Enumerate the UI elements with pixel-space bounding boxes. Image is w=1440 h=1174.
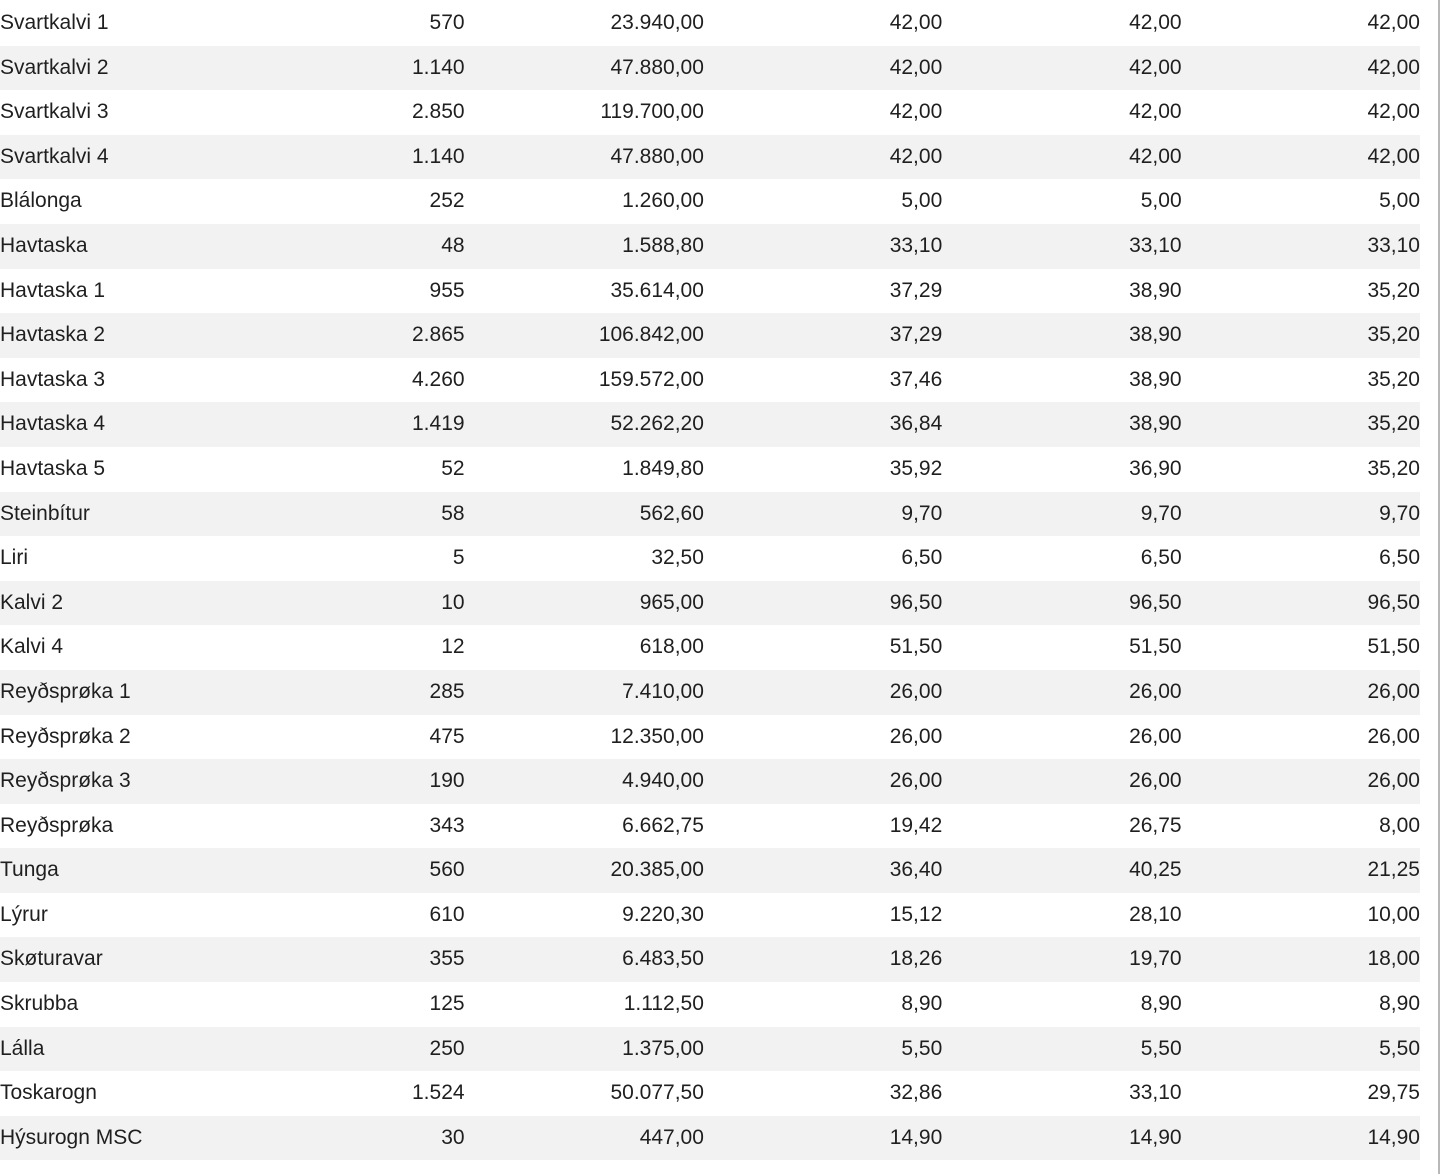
average-price-cell: 8,90	[704, 982, 942, 1027]
lowest-price-cell: 8,00	[1182, 804, 1420, 849]
average-price-cell: 37,29	[704, 313, 942, 358]
average-price-cell: 15,12	[704, 893, 942, 938]
species-name-cell: Reyðsprøka 2	[0, 715, 232, 760]
average-price-cell: 26,00	[704, 715, 942, 760]
quantity-kg-cell: 570	[232, 1, 464, 46]
quantity-kg-cell: 58	[232, 492, 464, 537]
lowest-price-cell: 96,50	[1182, 581, 1420, 626]
table-row	[0, 224, 1420, 269]
total-value-cell: 52.262,20	[465, 402, 704, 447]
total-value-cell: 447,00	[465, 1116, 704, 1161]
lowest-price-cell: 35,20	[1182, 447, 1420, 492]
quantity-kg-cell: 12	[232, 625, 464, 670]
table-row	[0, 937, 1420, 982]
total-value-cell: 47.880,00	[465, 135, 704, 180]
quantity-kg-cell: 1.419	[232, 402, 464, 447]
total-value-cell: 23.940,00	[465, 1, 704, 46]
highest-price-cell: 26,75	[942, 804, 1181, 849]
average-price-cell: 5,00	[704, 179, 942, 224]
average-price-cell: 33,10	[704, 224, 942, 269]
lowest-price-cell: 21,25	[1182, 848, 1420, 893]
average-price-cell: 51,50	[704, 625, 942, 670]
species-name-cell: Havtaska 1	[0, 269, 232, 314]
quantity-kg-cell: 343	[232, 804, 464, 849]
table-row	[0, 715, 1420, 760]
highest-price-cell: 6,50	[942, 536, 1181, 581]
average-price-cell: 42,00	[704, 46, 942, 91]
table-row	[0, 581, 1420, 626]
table-row	[0, 848, 1420, 893]
highest-price-cell: 42,00	[942, 135, 1181, 180]
table-row	[0, 893, 1420, 938]
highest-price-cell: 96,50	[942, 581, 1181, 626]
lowest-price-cell: 29,75	[1182, 1071, 1420, 1116]
highest-price-cell: 38,90	[942, 269, 1181, 314]
quantity-kg-cell: 560	[232, 848, 464, 893]
total-value-cell: 1.112,50	[465, 982, 704, 1027]
table-row	[0, 625, 1420, 670]
average-price-cell: 9,70	[704, 492, 942, 537]
quantity-kg-cell: 1.140	[232, 46, 464, 91]
lowest-price-cell: 6,50	[1182, 536, 1420, 581]
auction-results-table	[0, 1, 1420, 1160]
species-name-cell: Svartkalvi 3	[0, 90, 232, 135]
total-value-cell: 7.410,00	[465, 670, 704, 715]
lowest-price-cell: 42,00	[1182, 90, 1420, 135]
lowest-price-cell: 10,00	[1182, 893, 1420, 938]
table-body	[0, 1, 1420, 1160]
total-value-cell: 32,50	[465, 536, 704, 581]
table-row	[0, 670, 1420, 715]
lowest-price-cell: 8,90	[1182, 982, 1420, 1027]
average-price-cell: 5,50	[704, 1027, 942, 1072]
table-row	[0, 492, 1420, 537]
quantity-kg-cell: 190	[232, 759, 464, 804]
species-name-cell: Reyðsprøka 1	[0, 670, 232, 715]
quantity-kg-cell: 5	[232, 536, 464, 581]
total-value-cell: 20.385,00	[465, 848, 704, 893]
species-name-cell: Havtaska 2	[0, 313, 232, 358]
total-value-cell: 6.662,75	[465, 804, 704, 849]
highest-price-cell: 42,00	[942, 90, 1181, 135]
average-price-cell: 36,84	[704, 402, 942, 447]
table-row	[0, 1, 1420, 46]
species-name-cell: Svartkalvi 2	[0, 46, 232, 91]
quantity-kg-cell: 285	[232, 670, 464, 715]
total-value-cell: 119.700,00	[465, 90, 704, 135]
quantity-kg-cell: 2.865	[232, 313, 464, 358]
quantity-kg-cell: 475	[232, 715, 464, 760]
highest-price-cell: 19,70	[942, 937, 1181, 982]
total-value-cell: 9.220,30	[465, 893, 704, 938]
total-value-cell: 50.077,50	[465, 1071, 704, 1116]
lowest-price-cell: 14,90	[1182, 1116, 1420, 1161]
average-price-cell: 18,26	[704, 937, 942, 982]
total-value-cell: 47.880,00	[465, 46, 704, 91]
highest-price-cell: 38,90	[942, 402, 1181, 447]
average-price-cell: 42,00	[704, 90, 942, 135]
average-price-cell: 37,29	[704, 269, 942, 314]
total-value-cell: 562,60	[465, 492, 704, 537]
lowest-price-cell: 18,00	[1182, 937, 1420, 982]
highest-price-cell: 33,10	[942, 224, 1181, 269]
average-price-cell: 96,50	[704, 581, 942, 626]
highest-price-cell: 33,10	[942, 1071, 1181, 1116]
highest-price-cell: 38,90	[942, 313, 1181, 358]
total-value-cell: 159.572,00	[465, 358, 704, 403]
lowest-price-cell: 42,00	[1182, 135, 1420, 180]
table-row	[0, 179, 1420, 224]
highest-price-cell: 28,10	[942, 893, 1181, 938]
species-name-cell: Toskarogn	[0, 1071, 232, 1116]
table-row	[0, 447, 1420, 492]
quantity-kg-cell: 1.140	[232, 135, 464, 180]
average-price-cell: 42,00	[704, 1, 942, 46]
highest-price-cell: 14,90	[942, 1116, 1181, 1161]
species-name-cell: Skrubba	[0, 982, 232, 1027]
highest-price-cell: 42,00	[942, 46, 1181, 91]
quantity-kg-cell: 610	[232, 893, 464, 938]
quantity-kg-cell: 2.850	[232, 90, 464, 135]
total-value-cell: 1.260,00	[465, 179, 704, 224]
quantity-kg-cell: 30	[232, 1116, 464, 1161]
average-price-cell: 36,40	[704, 848, 942, 893]
species-name-cell: Havtaska 3	[0, 358, 232, 403]
species-name-cell: Reyðsprøka 3	[0, 759, 232, 804]
lowest-price-cell: 26,00	[1182, 670, 1420, 715]
total-value-cell: 1.588,80	[465, 224, 704, 269]
species-name-cell: Kalvi 2	[0, 581, 232, 626]
highest-price-cell: 26,00	[942, 715, 1181, 760]
lowest-price-cell: 26,00	[1182, 759, 1420, 804]
highest-price-cell: 38,90	[942, 358, 1181, 403]
highest-price-cell: 5,00	[942, 179, 1181, 224]
quantity-kg-cell: 48	[232, 224, 464, 269]
lowest-price-cell: 35,20	[1182, 313, 1420, 358]
species-name-cell: Steinbítur	[0, 492, 232, 537]
average-price-cell: 14,90	[704, 1116, 942, 1161]
highest-price-cell: 5,50	[942, 1027, 1181, 1072]
species-name-cell: Skøturavar	[0, 937, 232, 982]
highest-price-cell: 36,90	[942, 447, 1181, 492]
lowest-price-cell: 42,00	[1182, 46, 1420, 91]
quantity-kg-cell: 4.260	[232, 358, 464, 403]
lowest-price-cell: 42,00	[1182, 1, 1420, 46]
species-name-cell: Tunga	[0, 848, 232, 893]
table-row	[0, 269, 1420, 314]
total-value-cell: 4.940,00	[465, 759, 704, 804]
total-value-cell: 1.849,80	[465, 447, 704, 492]
species-name-cell: Havtaska 5	[0, 447, 232, 492]
lowest-price-cell: 33,10	[1182, 224, 1420, 269]
table-row	[0, 1116, 1420, 1161]
species-name-cell: Liri	[0, 536, 232, 581]
lowest-price-cell: 35,20	[1182, 269, 1420, 314]
total-value-cell: 6.483,50	[465, 937, 704, 982]
quantity-kg-cell: 10	[232, 581, 464, 626]
quantity-kg-cell: 125	[232, 982, 464, 1027]
total-value-cell: 12.350,00	[465, 715, 704, 760]
species-name-cell: Svartkalvi 4	[0, 135, 232, 180]
lowest-price-cell: 9,70	[1182, 492, 1420, 537]
table-row	[0, 358, 1420, 403]
table-row	[0, 804, 1420, 849]
quantity-kg-cell: 252	[232, 179, 464, 224]
average-price-cell: 37,46	[704, 358, 942, 403]
highest-price-cell: 42,00	[942, 1, 1181, 46]
table-row	[0, 536, 1420, 581]
quantity-kg-cell: 52	[232, 447, 464, 492]
species-name-cell: Havtaska 4	[0, 402, 232, 447]
total-value-cell: 1.375,00	[465, 1027, 704, 1072]
average-price-cell: 42,00	[704, 135, 942, 180]
lowest-price-cell: 51,50	[1182, 625, 1420, 670]
lowest-price-cell: 5,50	[1182, 1027, 1420, 1072]
species-name-cell: Havtaska	[0, 224, 232, 269]
lowest-price-cell: 35,20	[1182, 402, 1420, 447]
lowest-price-cell: 5,00	[1182, 179, 1420, 224]
species-name-cell: Svartkalvi 1	[0, 1, 232, 46]
table-row	[0, 135, 1420, 180]
species-name-cell: Blálonga	[0, 179, 232, 224]
table-row	[0, 759, 1420, 804]
lowest-price-cell: 35,20	[1182, 358, 1420, 403]
quantity-kg-cell: 250	[232, 1027, 464, 1072]
total-value-cell: 35.614,00	[465, 269, 704, 314]
species-name-cell: Lálla	[0, 1027, 232, 1072]
highest-price-cell: 26,00	[942, 670, 1181, 715]
highest-price-cell: 9,70	[942, 492, 1181, 537]
total-value-cell: 106.842,00	[465, 313, 704, 358]
quantity-kg-cell: 1.524	[232, 1071, 464, 1116]
species-name-cell: Reyðsprøka	[0, 804, 232, 849]
table-row	[0, 1071, 1420, 1116]
species-name-cell: Kalvi 4	[0, 625, 232, 670]
species-name-cell: Lýrur	[0, 893, 232, 938]
table-row	[0, 90, 1420, 135]
highest-price-cell: 51,50	[942, 625, 1181, 670]
total-value-cell: 965,00	[465, 581, 704, 626]
species-name-cell: Hýsurogn MSC	[0, 1116, 232, 1161]
average-price-cell: 19,42	[704, 804, 942, 849]
total-value-cell: 618,00	[465, 625, 704, 670]
average-price-cell: 26,00	[704, 759, 942, 804]
quantity-kg-cell: 955	[232, 269, 464, 314]
table-row	[0, 313, 1420, 358]
quantity-kg-cell: 355	[232, 937, 464, 982]
table-row	[0, 402, 1420, 447]
highest-price-cell: 40,25	[942, 848, 1181, 893]
table-row	[0, 1027, 1420, 1072]
highest-price-cell: 8,90	[942, 982, 1181, 1027]
lowest-price-cell: 26,00	[1182, 715, 1420, 760]
table-row	[0, 982, 1420, 1027]
average-price-cell: 26,00	[704, 670, 942, 715]
table-row	[0, 46, 1420, 91]
average-price-cell: 35,92	[704, 447, 942, 492]
highest-price-cell: 26,00	[942, 759, 1181, 804]
average-price-cell: 6,50	[704, 536, 942, 581]
average-price-cell: 32,86	[704, 1071, 942, 1116]
